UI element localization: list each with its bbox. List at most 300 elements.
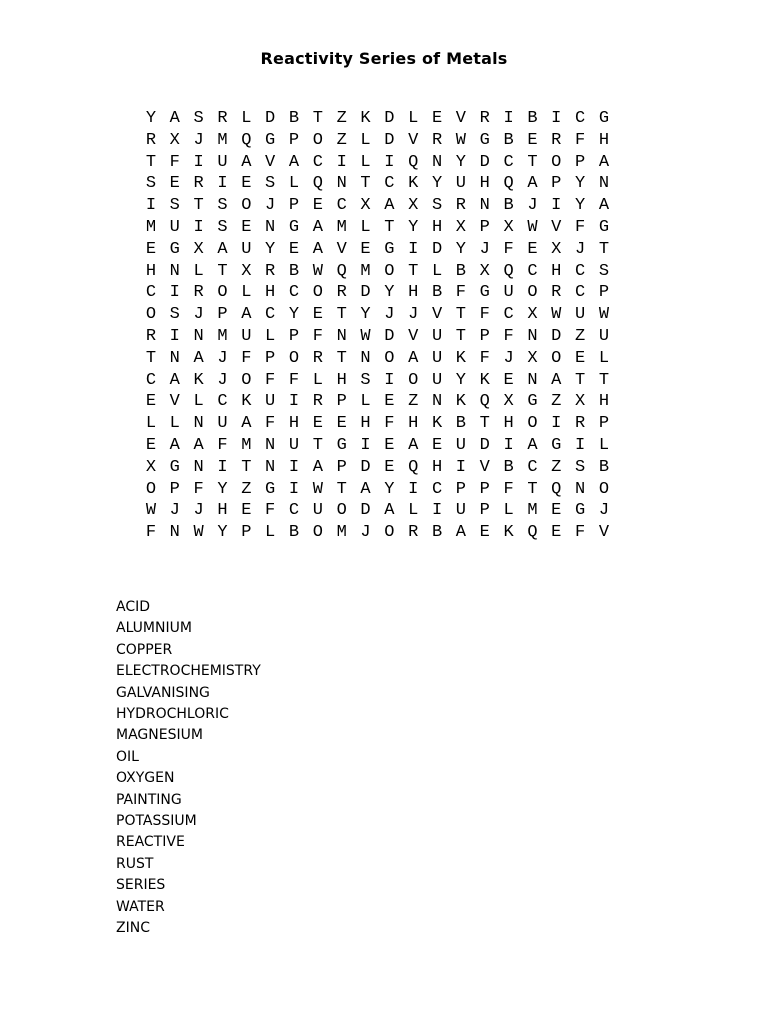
grid-letter: A	[408, 435, 419, 455]
grid-letter: T	[336, 305, 347, 325]
grid-letter: E	[431, 435, 443, 455]
grid-letter: I	[384, 152, 395, 172]
grid-letter: W	[598, 305, 610, 325]
grid-letter: R	[431, 130, 443, 150]
grid-letter: A	[169, 370, 180, 390]
grid-letter: Z	[551, 457, 562, 477]
grid-letter: F	[384, 414, 395, 434]
grid-letter: N	[598, 174, 610, 194]
grid-row	[139, 217, 616, 239]
word-list-item: MAGNESIUM	[116, 727, 203, 744]
grid-letter: E	[241, 217, 252, 237]
grid-letter: I	[575, 435, 586, 455]
word-list-item: ACID	[116, 599, 151, 615]
grid-letter: N	[575, 479, 586, 499]
grid-letter: E	[336, 414, 347, 434]
grid-letter: R	[455, 196, 466, 216]
grid-letter: R	[193, 283, 204, 303]
grid-letter: P	[455, 479, 466, 499]
grid-letter: H	[360, 414, 371, 434]
grid-letter: N	[193, 457, 204, 477]
grid-letter: F	[503, 326, 514, 346]
grid-letter: K	[241, 392, 252, 412]
grid-letter: I	[551, 196, 562, 216]
grid-letter: J	[217, 348, 228, 368]
grid-row	[139, 391, 616, 413]
grid-letter: D	[551, 326, 562, 346]
grid-letter: F	[288, 370, 300, 390]
grid-letter: X	[169, 130, 180, 150]
word-list-item: GALVANISING	[116, 684, 210, 701]
grid-row	[139, 152, 616, 174]
grid-letter: Q	[527, 523, 538, 543]
grid-letter: L	[169, 414, 180, 434]
grid-letter: V	[265, 152, 276, 172]
grid-letter: G	[479, 283, 490, 303]
grid-letter: X	[479, 261, 490, 281]
grid-letter: Y	[575, 174, 586, 194]
grid-letter: C	[145, 283, 157, 303]
grid-letter: G	[265, 479, 276, 499]
grid-letter: U	[288, 435, 300, 455]
grid-letter: Y	[575, 196, 586, 216]
grid-letter: B	[288, 261, 300, 281]
grid-letter: I	[503, 435, 514, 455]
grid-letter: U	[575, 305, 586, 325]
grid-letter: C	[431, 479, 443, 499]
grid-letter: O	[288, 348, 300, 368]
grid-letter: R	[336, 283, 347, 303]
grid-letter: U	[455, 435, 466, 455]
grid-letter: N	[336, 174, 347, 194]
word-list-item: RUST	[116, 855, 154, 872]
word-list-item: ELECTROCHEMISTRY	[116, 663, 261, 680]
grid-letter: F	[575, 130, 586, 150]
grid-letter: D	[479, 152, 490, 172]
grid-letter: T	[598, 370, 610, 390]
grid-letter: F	[312, 326, 323, 346]
grid-letter: O	[241, 370, 252, 390]
page-title: Reactivity Series of Metals	[260, 49, 508, 68]
grid-row	[139, 348, 616, 370]
grid-letter: A	[241, 414, 252, 434]
grid-letter: Q	[408, 457, 419, 477]
grid-letter: U	[431, 370, 443, 390]
grid-letter: H	[265, 283, 276, 303]
grid-letter: J	[598, 501, 610, 521]
grid-letter: E	[288, 239, 300, 259]
grid-row	[139, 522, 616, 544]
grid-letter: M	[217, 130, 228, 150]
grid-letter: T	[384, 217, 395, 237]
grid-letter: P	[169, 479, 180, 499]
grid-letter: L	[360, 392, 371, 412]
grid-letter: I	[360, 435, 371, 455]
grid-letter: C	[384, 174, 395, 194]
grid-row	[139, 239, 616, 261]
grid-letter: I	[288, 392, 300, 412]
grid-letter: A	[598, 196, 610, 216]
grid-letter: D	[360, 457, 371, 477]
grid-letter: T	[455, 305, 466, 325]
grid-letter: J	[575, 239, 586, 259]
grid-letter: R	[408, 523, 419, 543]
grid-letter: U	[217, 414, 228, 434]
grid-letter: A	[551, 370, 562, 390]
word-list-item: REACTIVE	[116, 834, 185, 851]
grid-letter: G	[575, 501, 586, 521]
word-list-item: ZINC	[116, 920, 150, 937]
word-list-item: OIL	[116, 748, 139, 765]
grid-letter: T	[408, 261, 419, 281]
grid-letter: O	[527, 414, 538, 434]
grid-letter: W	[551, 305, 562, 325]
grid-letter: A	[598, 152, 610, 172]
word-list-item: SERIES	[116, 877, 166, 894]
grid-letter: F	[503, 239, 514, 259]
grid-letter: O	[145, 305, 157, 325]
grid-letter: P	[288, 196, 300, 216]
grid-letter: J	[479, 239, 490, 259]
grid-letter: X	[145, 457, 157, 477]
grid-letter: E	[384, 392, 395, 412]
grid-letter: E	[551, 523, 562, 543]
grid-letter: G	[598, 109, 610, 128]
grid-letter: R	[551, 283, 562, 303]
grid-letter: V	[598, 523, 610, 543]
grid-letter: I	[169, 326, 180, 346]
grid-letter: I	[408, 239, 419, 259]
grid-letter: E	[384, 457, 395, 477]
grid-letter: E	[384, 435, 395, 455]
grid-letter: B	[431, 283, 443, 303]
word-list-item: WATER	[116, 898, 165, 915]
grid-letter: I	[384, 370, 395, 390]
grid-letter: O	[551, 152, 562, 172]
grid-letter: X	[551, 239, 562, 259]
grid-letter: E	[575, 348, 586, 368]
grid-letter: L	[241, 109, 252, 128]
grid-letter: U	[241, 239, 252, 259]
grid-letter: M	[336, 523, 347, 543]
grid-letter: Q	[408, 152, 419, 172]
grid-letter: E	[431, 109, 443, 128]
grid-letter: W	[360, 326, 371, 346]
grid-letter: H	[431, 217, 443, 237]
grid-letter: G	[265, 130, 276, 150]
grid-letter: H	[408, 414, 419, 434]
grid-letter: Y	[384, 479, 395, 499]
grid-letter: P	[598, 283, 610, 303]
grid-letter: X	[527, 348, 538, 368]
grid-letter: E	[503, 370, 514, 390]
grid-letter: J	[265, 196, 276, 216]
grid-letter: K	[431, 414, 443, 434]
grid-letter: O	[551, 348, 562, 368]
grid-letter: M	[360, 261, 371, 281]
grid-letter: N	[265, 457, 276, 477]
grid-letter: D	[384, 326, 395, 346]
grid-letter: R	[145, 326, 157, 346]
grid-letter: E	[360, 239, 371, 259]
grid-letter: I	[288, 457, 300, 477]
grid-letter: X	[503, 392, 514, 412]
grid-letter: M	[217, 326, 228, 346]
grid-letter: V	[479, 457, 490, 477]
grid-letter: N	[169, 523, 180, 543]
grid-letter: A	[384, 196, 395, 216]
grid-letter: L	[265, 326, 276, 346]
grid-letter: O	[312, 130, 323, 150]
grid-letter: X	[503, 217, 514, 237]
grid-letter: H	[551, 261, 562, 281]
grid-letter: V	[408, 130, 419, 150]
grid-letter: N	[431, 152, 443, 172]
grid-letter: C	[217, 392, 228, 412]
grid-letter: M	[145, 217, 157, 237]
grid-letter: A	[193, 435, 204, 455]
grid-letter: U	[241, 326, 252, 346]
grid-letter: Y	[217, 523, 228, 543]
grid-letter: Y	[288, 305, 300, 325]
grid-letter: F	[479, 348, 490, 368]
grid-letter: P	[217, 305, 228, 325]
grid-letter: S	[431, 196, 443, 216]
grid-letter: E	[551, 501, 562, 521]
grid-letter: P	[265, 348, 276, 368]
grid-letter: G	[169, 239, 180, 259]
grid-letter: E	[145, 239, 157, 259]
grid-letter: Y	[217, 479, 228, 499]
grid-letter: F	[145, 523, 157, 543]
grid-letter: V	[336, 239, 347, 259]
grid-letter: W	[193, 523, 204, 543]
grid-letter: U	[217, 152, 228, 172]
grid-letter: Y	[431, 174, 443, 194]
grid-letter: K	[455, 392, 466, 412]
grid-letter: B	[503, 130, 514, 150]
grid-letter: O	[312, 523, 323, 543]
grid-letter: C	[336, 196, 347, 216]
grid-letter: K	[503, 523, 514, 543]
grid-letter: B	[455, 414, 466, 434]
grid-letter: S	[169, 196, 180, 216]
grid-letter: I	[455, 457, 466, 477]
word-list-item: POTASSIUM	[116, 813, 197, 830]
grid-letter: Q	[241, 130, 252, 150]
grid-letter: U	[265, 392, 276, 412]
grid-letter: K	[360, 109, 371, 128]
grid-letter: P	[288, 130, 300, 150]
grid-letter: U	[312, 501, 323, 521]
grid-letter: I	[408, 479, 419, 499]
grid-letter: T	[193, 196, 204, 216]
grid-letter: W	[455, 130, 466, 150]
grid-letter: Y	[384, 283, 395, 303]
grid-letter: Z	[408, 392, 419, 412]
grid-letter: T	[575, 370, 586, 390]
grid-letter: A	[408, 348, 419, 368]
grid-letter: T	[479, 414, 490, 434]
grid-letter: R	[312, 348, 323, 368]
grid-letter: A	[241, 152, 252, 172]
grid-letter: C	[575, 283, 586, 303]
grid-letter: H	[217, 501, 228, 521]
grid-letter: C	[145, 370, 157, 390]
grid-letter: Z	[241, 479, 252, 499]
grid-letter: N	[527, 326, 538, 346]
grid-letter: Q	[336, 261, 347, 281]
grid-letter: S	[217, 196, 228, 216]
grid-letter: L	[408, 501, 419, 521]
grid-letter: E	[312, 414, 323, 434]
grid-letter: I	[169, 283, 180, 303]
grid-letter: P	[575, 152, 586, 172]
grid-letter: F	[265, 414, 276, 434]
word-list-item: OXYGEN	[116, 770, 175, 787]
grid-letter: G	[384, 239, 395, 259]
grid-letter: A	[312, 457, 323, 477]
grid-letter: E	[479, 523, 490, 543]
grid-letter: D	[431, 239, 443, 259]
grid-letter: H	[503, 414, 514, 434]
grid-letter: R	[551, 130, 562, 150]
grid-letter: C	[288, 501, 300, 521]
grid-letter: T	[527, 152, 538, 172]
grid-letter: O	[217, 283, 228, 303]
grid-letter: Q	[551, 479, 562, 499]
grid-letter: A	[360, 479, 371, 499]
grid-letter: G	[169, 457, 180, 477]
grid-letter: U	[455, 174, 466, 194]
grid-letter: U	[169, 217, 180, 237]
grid-letter: S	[145, 174, 157, 194]
grid-letter: P	[479, 479, 490, 499]
grid-letter: N	[169, 348, 180, 368]
grid-letter: W	[312, 479, 323, 499]
grid-letter: F	[169, 152, 180, 172]
grid-letter: D	[479, 435, 490, 455]
grid-letter: X	[527, 305, 538, 325]
grid-letter: C	[503, 152, 514, 172]
grid-letter: C	[575, 109, 586, 128]
grid-letter: B	[503, 457, 514, 477]
grid-letter: I	[431, 501, 443, 521]
grid-letter: Q	[312, 174, 323, 194]
grid-letter: C	[575, 261, 586, 281]
grid-letter: J	[360, 523, 371, 543]
grid-letter: A	[384, 501, 395, 521]
word-search-grid	[139, 108, 616, 544]
grid-letter: T	[217, 261, 228, 281]
grid-letter: L	[360, 130, 371, 150]
grid-row	[139, 173, 616, 195]
grid-letter: I	[193, 152, 204, 172]
grid-letter: N	[336, 326, 347, 346]
grid-letter: E	[527, 239, 538, 259]
grid-letter: N	[193, 414, 204, 434]
grid-letter: I	[551, 414, 562, 434]
grid-letter: C	[265, 305, 276, 325]
grid-row	[139, 326, 616, 348]
grid-letter: W	[145, 501, 157, 521]
grid-letter: H	[288, 414, 300, 434]
grid-letter: L	[360, 152, 371, 172]
grid-letter: A	[527, 174, 538, 194]
grid-letter: V	[551, 217, 562, 237]
grid-letter: L	[145, 414, 157, 434]
grid-row	[139, 261, 616, 283]
grid-row	[139, 370, 616, 392]
grid-letter: L	[408, 109, 419, 128]
grid-letter: X	[575, 392, 586, 412]
grid-letter: A	[312, 239, 323, 259]
grid-letter: A	[527, 435, 538, 455]
grid-letter: A	[455, 523, 466, 543]
grid-letter: D	[265, 109, 276, 128]
grid-letter: A	[312, 217, 323, 237]
grid-letter: S	[217, 217, 228, 237]
grid-letter: Z	[575, 326, 586, 346]
grid-letter: N	[265, 217, 276, 237]
grid-letter: I	[336, 152, 347, 172]
grid-letter: J	[193, 501, 204, 521]
grid-letter: K	[479, 370, 490, 390]
grid-letter: Y	[360, 305, 371, 325]
grid-letter: E	[312, 196, 323, 216]
grid-letter: G	[336, 435, 347, 455]
grid-letter: L	[598, 435, 610, 455]
grid-letter: P	[598, 414, 610, 434]
grid-letter: O	[527, 283, 538, 303]
grid-letter: H	[479, 174, 490, 194]
grid-letter: K	[193, 370, 204, 390]
grid-letter: F	[455, 283, 466, 303]
grid-letter: U	[431, 348, 443, 368]
grid-letter: W	[312, 261, 323, 281]
grid-letter: L	[503, 501, 514, 521]
grid-letter: R	[479, 109, 490, 128]
grid-letter: Y	[455, 239, 466, 259]
grid-letter: P	[241, 523, 252, 543]
grid-letter: F	[265, 370, 276, 390]
grid-letter: M	[527, 501, 538, 521]
grid-letter: S	[169, 305, 180, 325]
grid-letter: N	[265, 435, 276, 455]
grid-letter: T	[145, 152, 157, 172]
grid-letter: J	[527, 196, 538, 216]
grid-letter: I	[145, 196, 157, 216]
grid-letter: N	[479, 196, 490, 216]
grid-letter: O	[384, 261, 395, 281]
grid-letter: T	[360, 174, 371, 194]
grid-letter: R	[217, 109, 228, 128]
grid-letter: A	[169, 109, 180, 128]
grid-letter: P	[551, 174, 562, 194]
grid-letter: C	[527, 457, 538, 477]
grid-letter: H	[431, 457, 443, 477]
grid-letter: X	[408, 196, 419, 216]
grid-letter: M	[336, 217, 347, 237]
word-list-item: HYDROCHLORIC	[116, 706, 229, 723]
grid-letter: E	[145, 392, 157, 412]
grid-letter: I	[503, 109, 514, 128]
grid-letter: G	[288, 217, 300, 237]
grid-letter: N	[527, 370, 538, 390]
grid-letter: Z	[336, 109, 347, 128]
grid-letter: L	[193, 261, 204, 281]
grid-letter: M	[241, 435, 252, 455]
